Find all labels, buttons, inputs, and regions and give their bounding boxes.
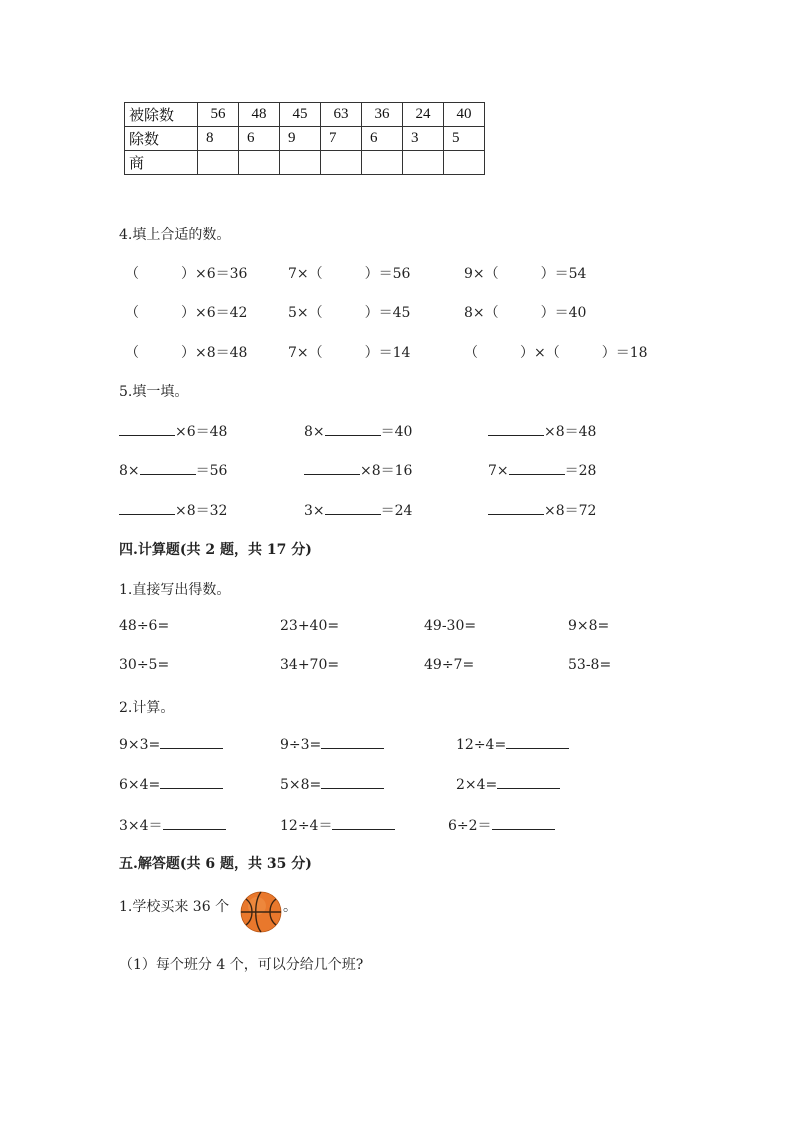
calc-item <box>119 815 226 835</box>
table-cell: 6 <box>239 127 280 151</box>
problem-1-subquestion: （1）每个班分 4 个，可以分给几个班? <box>119 957 364 973</box>
table-cell: 40 <box>444 103 485 127</box>
section-4-heading: 四.计算题(共 2 题，共 17 分) <box>119 542 312 558</box>
table-row <box>125 103 485 127</box>
q4-item: （ ）×8＝48 <box>125 345 248 361</box>
question-5-title: 5.填一填。 <box>119 384 189 400</box>
answer-cell[interactable] <box>403 151 444 175</box>
answer-blank[interactable] <box>140 462 196 475</box>
table-cell: 8 <box>198 127 239 151</box>
q4-item: 9×（ ）＝54 <box>464 266 587 282</box>
q5-item-text: ×8＝48 <box>544 424 597 440</box>
calc-item-text: 12÷4＝ <box>280 818 333 834</box>
row-label: 除数 <box>125 127 198 151</box>
q5-item <box>304 500 412 520</box>
calc-item: 23+40= <box>280 618 340 634</box>
answer-blank[interactable] <box>492 817 555 830</box>
calc-item: 30÷5= <box>119 657 170 673</box>
answer-cell[interactable] <box>444 151 485 175</box>
answer-cell[interactable] <box>321 151 362 175</box>
q5-item-text: 8× <box>304 424 325 440</box>
table-cell: 48 <box>239 103 280 127</box>
q5-item-text: 3× <box>304 503 325 519</box>
table-row <box>125 127 485 151</box>
calc-item-text: 2×4= <box>456 777 498 793</box>
q5-item <box>119 500 227 520</box>
calc-item-text: 6÷2＝ <box>448 818 492 834</box>
calc-item-text: 3×4＝ <box>119 818 163 834</box>
table-cell: 45 <box>280 103 321 127</box>
q4-item: 5×（ ）＝45 <box>288 305 411 321</box>
section-5-heading: 五.解答题(共 6 题，共 35 分) <box>119 856 312 872</box>
calc-item-text: 9÷3= <box>280 737 322 753</box>
division-table <box>124 102 485 175</box>
answer-cell[interactable] <box>198 151 239 175</box>
table-row <box>125 151 485 175</box>
table-cell: 63 <box>321 103 362 127</box>
question-4-title: 4.填上合适的数。 <box>119 227 231 243</box>
q4-item: 8×（ ）＝40 <box>464 305 587 321</box>
q5-item-text: ×8＝32 <box>175 503 228 519</box>
q4-item: （ ）×6＝42 <box>125 305 248 321</box>
table-cell: 24 <box>403 103 444 127</box>
calc-item: 49÷7= <box>424 657 475 673</box>
calc-item <box>280 815 395 835</box>
answer-blank[interactable] <box>321 736 384 749</box>
section-4-q2-title: 2.计算。 <box>119 700 175 716</box>
answer-blank[interactable] <box>321 776 384 789</box>
calc-item: 9×8= <box>568 618 610 634</box>
problem-1-text: 1.学校买来 36 个 <box>119 899 230 915</box>
q4-item: 7×（ ）＝56 <box>288 266 411 282</box>
q5-item <box>119 460 227 480</box>
answer-blank[interactable] <box>160 776 223 789</box>
answer-blank[interactable] <box>509 462 565 475</box>
q5-item <box>488 500 596 520</box>
q5-item-text: 7× <box>488 463 509 479</box>
q5-item-text: ＝28 <box>564 463 597 479</box>
calc-item: 48÷6= <box>119 618 170 634</box>
row-label: 被除数 <box>125 103 198 127</box>
basketball-icon <box>240 891 282 933</box>
answer-blank[interactable] <box>119 423 175 436</box>
q5-item-text: ×8＝72 <box>544 503 597 519</box>
answer-cell[interactable] <box>239 151 280 175</box>
row-label: 商 <box>125 151 198 175</box>
calc-item: 53-8= <box>568 657 612 673</box>
calc-item-text: 6×4= <box>119 777 161 793</box>
q5-item-text: ＝24 <box>380 503 413 519</box>
answer-blank[interactable] <box>304 462 360 475</box>
table-cell: 6 <box>362 127 403 151</box>
calc-item <box>119 776 223 793</box>
q4-item: 7×（ ）＝14 <box>288 345 411 361</box>
calc-item: 49-30= <box>424 618 477 634</box>
q5-item <box>304 421 412 441</box>
calc-item-text: 12÷4= <box>456 737 507 753</box>
answer-blank[interactable] <box>332 817 395 830</box>
q5-item <box>119 421 227 441</box>
calc-item <box>448 815 555 835</box>
table-cell: 3 <box>403 127 444 151</box>
q5-item-text: ＝56 <box>195 463 228 479</box>
answer-blank[interactable] <box>497 776 560 789</box>
calc-item <box>119 736 223 753</box>
q5-item <box>488 421 596 441</box>
answer-blank[interactable] <box>325 423 381 436</box>
table-cell: 36 <box>362 103 403 127</box>
calc-item-text: 9×3= <box>119 737 161 753</box>
answer-blank[interactable] <box>160 736 223 749</box>
answer-blank[interactable] <box>163 817 226 830</box>
q5-item <box>304 460 412 480</box>
calc-item <box>456 736 569 753</box>
section-4-q1-title: 1.直接写出得数。 <box>119 582 231 598</box>
table-cell: 5 <box>444 127 485 151</box>
q5-item-text: ×8＝16 <box>360 463 413 479</box>
q4-item: （ ）×（ ）＝18 <box>464 345 648 361</box>
calc-item-text: 5×8= <box>280 777 322 793</box>
answer-cell[interactable] <box>280 151 321 175</box>
answer-cell[interactable] <box>362 151 403 175</box>
answer-blank[interactable] <box>119 502 175 515</box>
calc-item <box>280 776 384 793</box>
q5-item <box>488 460 596 480</box>
q4-item: （ ）×6＝36 <box>125 266 248 282</box>
answer-blank[interactable] <box>325 502 381 515</box>
answer-blank[interactable] <box>506 736 569 749</box>
calc-item <box>456 776 560 793</box>
calc-item: 34+70= <box>280 657 340 673</box>
q5-item-text: 8× <box>119 463 140 479</box>
answer-blank[interactable] <box>488 502 544 515</box>
table-cell: 56 <box>198 103 239 127</box>
answer-blank[interactable] <box>488 423 544 436</box>
table-cell: 7 <box>321 127 362 151</box>
q5-item-text: ＝40 <box>380 424 413 440</box>
table-cell: 9 <box>280 127 321 151</box>
problem-1-end: 。 <box>283 899 297 915</box>
calc-item <box>280 736 384 753</box>
q5-item-text: ×6＝48 <box>175 424 228 440</box>
